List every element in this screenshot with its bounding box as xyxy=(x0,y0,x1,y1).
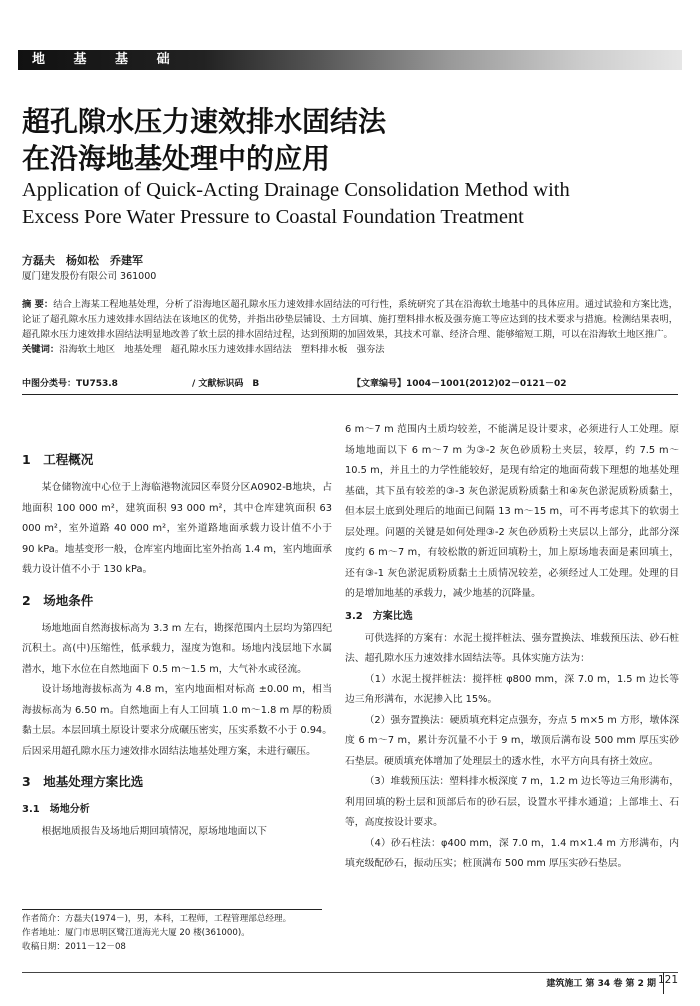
option-item-4: （4）砂石柱法：φ400 mm，深 7.0 m，1.4 m×1.4 m 方形满布，内填充级配砂石，振动压实；桩顶满布 500 mm 厚压实砂石垫层。 xyxy=(345,837,679,869)
english-title-line-2: Excess Pore Water Pressure to Coastal Foundation Treatment xyxy=(22,206,524,228)
classification-line xyxy=(22,376,678,390)
right-column xyxy=(345,420,679,875)
chinese-title-line-1: 超孔隙水压力速效排水固结法 xyxy=(22,105,387,138)
section-3-2-paragraph: 可供选择的方案有：水泥土搅拌桩法、强夯置换法、堆载预压法、砂石桩法、超孔隙水压力速效排水固结法等。具体实施方法为： xyxy=(345,632,679,664)
option-item-3: （3）堆载预压法：塑料排水板深度 7 m，1.2 m 边长等边三角形满布，利用回填的粉土层和顶部后布的砂石层，设置水平排水通道；上部堆土、石等，高度按设计要求。 xyxy=(345,776,679,828)
footer-divider xyxy=(22,972,678,973)
section-2-paragraph-2: 设计场地海拔标高为 4.8 m，室内地面相对标高 ±0.00 m，相当海拔标高为 6.50 m。自然地面上有人工回填 1.0 m～1.8 m 厚的粉质黏土层。本层回填土原设计要求分成碾压密实，压实系数不小于 0.94。后因采用超孔隙水压力速效排水固结法地基处理方案，未进行碾压。 xyxy=(22,684,332,757)
article-number: 【文章编号】1004－1001(2012)02－0121－02 xyxy=(352,379,567,389)
section-3-2-heading: 3.2 方案比选 xyxy=(345,610,413,622)
document-code: / 文献标识码 B xyxy=(192,379,260,389)
option-item-1: （1）水泥土搅拌桩法：搅拌桩 φ800 mm，深 7.0 m，1.5 m 边长等边三角形满布，水泥掺入比 15%。 xyxy=(345,673,679,705)
authors: 方磊夫 杨如松 乔建军 xyxy=(22,254,143,267)
keywords xyxy=(22,342,678,357)
section-1-paragraph: 某仓储物流中心位于上海临港物流园区奉贤分区A0902-B地块，占地面积 100 000 m²，建筑面积 93 000 m²，其中仓库建筑面积 63 000 m²，室外道路 40 000 m²，室外道路地面承载力设计值不小于 90 kPa。地基变形一般，仓库室内地面比室外抬高 1.4 m，室内地面承载力设计值不小于 130 kPa。 xyxy=(22,482,332,575)
section-1-heading: 1 工程概况 xyxy=(22,452,94,467)
abstract xyxy=(22,297,678,357)
keywords-label: 关键词： xyxy=(22,344,60,355)
left-column xyxy=(22,440,332,843)
abstract-text: 结合上海某工程地基处理，分析了沿海地区超孔隙水压力速效排水固结法的可行性，系统研究了其在沿海软土地基中的具体应用。通过试验和方案比选，论证了超孔隙水压力速效排水固结法在该地区的优势，并指出砂垫层铺设、土方回填、施打塑料排水板及强夯施工等应达到的技术要求与措施。检测结果表明，超孔隙水压力速效排水固结法明显地改善了软土层的排水固结过程，达到预期的加固效果，其技术可靠、经济合理、能够缩短工期，可以在沿海软土地区推广。 xyxy=(22,299,678,340)
section-3-1-paragraph: 根据地质报告及场地后期回填情况，原场地地面以下 xyxy=(41,826,267,837)
footnote-divider xyxy=(22,909,322,910)
chinese-title-line-2: 在沿海地基处理中的应用 xyxy=(22,142,331,175)
author-address: 作者地址：厦门市思明区鹭江道海光大厦 20 楼(361000)。 xyxy=(22,928,250,938)
author-bio: 作者简介：方磊夫(1974－)，男，本科，工程师，工程管理部总经理。 xyxy=(22,914,292,924)
affiliation: 厦门建发股份有限公司 361000 xyxy=(22,271,157,282)
page-number: 121 xyxy=(657,974,678,986)
clc-number: 中图分类号：TU753.8 xyxy=(22,379,118,389)
section-banner xyxy=(18,50,682,70)
english-title-line-1: Application of Quick-Acting Drainage Consolidation Method with xyxy=(22,179,570,201)
abstract-label: 摘 要： xyxy=(22,299,54,310)
journal-footer: 建筑施工 第 34 卷 第 2 期 xyxy=(546,979,656,989)
abstract-body xyxy=(22,297,678,342)
abstract-divider xyxy=(22,394,678,395)
received-date: 收稿日期：2011－12－08 xyxy=(22,942,126,952)
section-3-1-heading: 3.1 场地分析 xyxy=(22,804,90,815)
keywords-text: 沿海软土地区 地基处理 超孔隙水压力速效排水固结法 塑料排水板 强夯法 xyxy=(59,344,385,355)
section-label: 地 基 基 础 xyxy=(32,52,182,67)
section-2-paragraph-1: 场地地面自然海拔标高为 3.3 m 左右，勘探范围内土层均为第四纪沉积土。高(中)压缩性，低承载力，湿度为饱和。场地内浅层地下水属潜水，地下水位在自然地面下 0.5 m～1.5 m，大气补水或径流。 xyxy=(22,622,332,675)
footnotes xyxy=(22,912,322,954)
continued-paragraph: 6 m～7 m 范围内土质均较差，不能满足设计要求，必须进行人工处理。原场地地面以下 6 m～7 m 为③-2 灰色砂质粉土夹层，较厚，约 7.5 m～10.5 m，并且土的力学性能较好，是现有给定的地面荷载下理想的地基处理基础，其下虽有较差的③-3 灰色淤泥质粉质黏土和④灰色淤泥质粉质黏土，但本层土底到处理后的地面已间隔 13 m～15 m，可不再考虑其下的软弱土层处理。问题的关键是如何处理③-2 灰色砂质粉土夹层以上部分，此部分深度约 6 m～7 m，有较松散的新近回填粉土，加上原场地表面是素回填土，还有③-1 灰色淤泥质粉质黏土土质情况较差，必须经过人工处理。处理的目的是增加地基的承载力，减少地基的沉降量。 xyxy=(345,424,679,599)
english-title xyxy=(22,177,682,231)
option-item-2: （2）强夯置换法：硬质填充料定点强夯，夯点 5 m×5 m 方形，墩体深度 6 m～7 m，累计夯沉量不小于 9 m，墩顶后满布设 500 mm 厚压实砂石垫层。硬质填充体增加了处理层土的透水性，水平方向具有挤土效应。 xyxy=(345,714,679,767)
section-2-heading: 2 场地条件 xyxy=(22,592,94,608)
section-3-heading: 3 地基处理方案比选 xyxy=(22,774,144,789)
chinese-title xyxy=(22,103,682,177)
